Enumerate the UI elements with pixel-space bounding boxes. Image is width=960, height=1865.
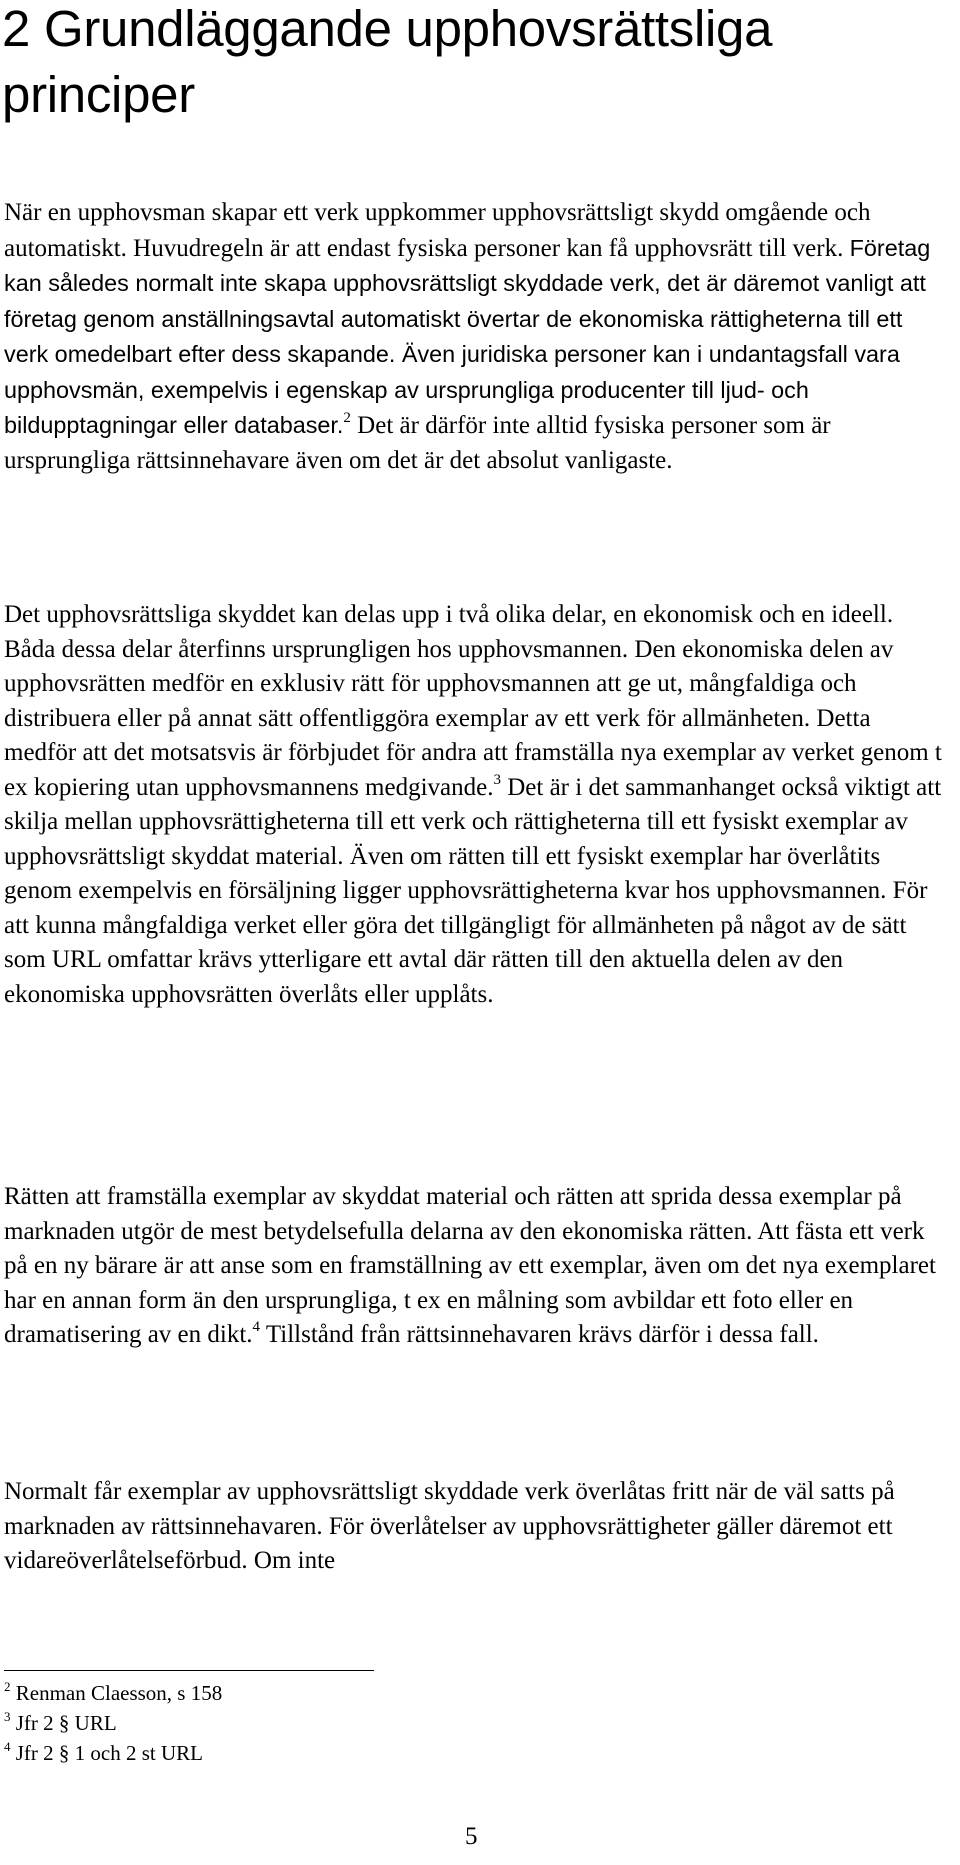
footnote-number: 3: [4, 1709, 11, 1724]
chapter-number: 2: [2, 0, 31, 57]
paragraph-1: [4, 196, 944, 478]
footnote-text: Jfr 2 § URL: [15, 1711, 117, 1735]
paragraph-2: [4, 598, 944, 1012]
paragraph-3-text-a: Rätten att framställa exemplar av skyddat material och rätten att sprida dessa exemplar på marknaden utgör de mest betydelsefulla delarna av den ekonomiska rätten. Att fästa ett verk på en ny bärare är att anse som en framställning av ett exemplar, även om det nya exemplaret har en annan form än den ursprungliga, t ex en målning som avbildar ett foto eller en dramatisering av en dikt.: [4, 1183, 936, 1348]
paragraph-1-text-c: Det är därför inte alltid fysiska personer som är ursprungliga rättsinnehavare även om det är det absolut vanligaste.: [4, 412, 831, 474]
footnote-3: [4, 1708, 704, 1738]
footnote-number: 2: [4, 1679, 11, 1694]
paragraph-4: [4, 1475, 944, 1579]
footnote-4: [4, 1738, 704, 1768]
footnote-ref-3: 3: [493, 771, 501, 788]
paragraph-2-text-a: Det upphovsrättsliga skyddet kan delas upp i två olika delar, en ekonomisk och en ideell. Båda dessa delar återfinns ursprungligen hos upphovsmannen. Den ekonomiska delen av upphovsrätten medför en exklusiv rätt för upphovsmannen att ge ut, mångfaldiga och distribuera eller på annat sätt offentliggöra exemplar av ett verk för allmänheten. Detta medför att det motsatsvis är förbjudet för andra att framställa nya exemplar av verket genom t ex kopiering utan upphovsmannens medgivande.: [4, 601, 942, 801]
footnote-ref-2: 2: [343, 410, 351, 426]
paragraph-1-text-a: När en upphovsman skapar ett verk uppkommer upphovsrättsligt skydd omgående och automatiskt. Huvudregeln är att endast fysiska personer kan få upphovsrätt till verk.: [4, 199, 871, 262]
paragraph-3: [4, 1180, 944, 1353]
paragraph-3-text-b: Tillstånd från rättsinnehavaren krävs därför i dessa fall.: [265, 1321, 819, 1348]
footnote-divider: [4, 1670, 374, 1671]
chapter-title: Grundläggande upphovsrättsliga principer: [2, 0, 773, 123]
footnote-ref-4: 4: [252, 1319, 261, 1335]
paragraph-1-text-b: Företag kan således normalt inte skapa upphovsrättsligt skyddade verk, det är däremot vanligt att företag genom anställningsavtal automatiskt övertar de ekonomiska rättigheterna till ett verk omedelbart efter dess skapande. Även juridiska personer kan i undantagsfall vara upphovsmän, exempelvis i egenskap av ursprungliga producenter till ljud- och bildupptagningar eller databaser.: [4, 234, 931, 438]
footnote-text: Renman Claesson, s 158: [15, 1681, 223, 1705]
page-number: 5: [465, 1823, 478, 1850]
paragraph-2-text-b: Det är i det sammanhanget också viktigt att skilja mellan upphovsrättigheterna till ett verk och rättigheterna till ett fysiskt exemplar av upphovsrättsligt skyddat material. Även om rätten till ett fysiskt exemplar har överlåtits genom exempelvis en försäljning ligger upphovsrättigheterna kvar hos upphovsmannen. För att kunna mångfaldiga verket eller göra det tillgängligt för allmänheten på något av de sätt som URL omfattar krävs ytterligare ett avtal där rätten till den aktuella delen av den ekonomiska upphovsrätten överlåts eller upplåts.: [4, 773, 942, 1008]
paragraph-4-text-a: Normalt får exemplar av upphovsrättsligt skyddade verk överlåtas fritt när de väl satts på marknaden av rättsinnehavaren. För överlåtelser av upphovsrättigheter gäller däremot ett vidareöverlåtelseförbud. Om inte: [4, 1478, 895, 1574]
footnote-number: 4: [4, 1739, 11, 1754]
footnotes: [4, 1678, 704, 1768]
footnote-text: Jfr 2 § 1 och 2 st URL: [15, 1741, 203, 1765]
footnote-2: [4, 1678, 704, 1708]
chapter-heading: [2, 0, 952, 128]
